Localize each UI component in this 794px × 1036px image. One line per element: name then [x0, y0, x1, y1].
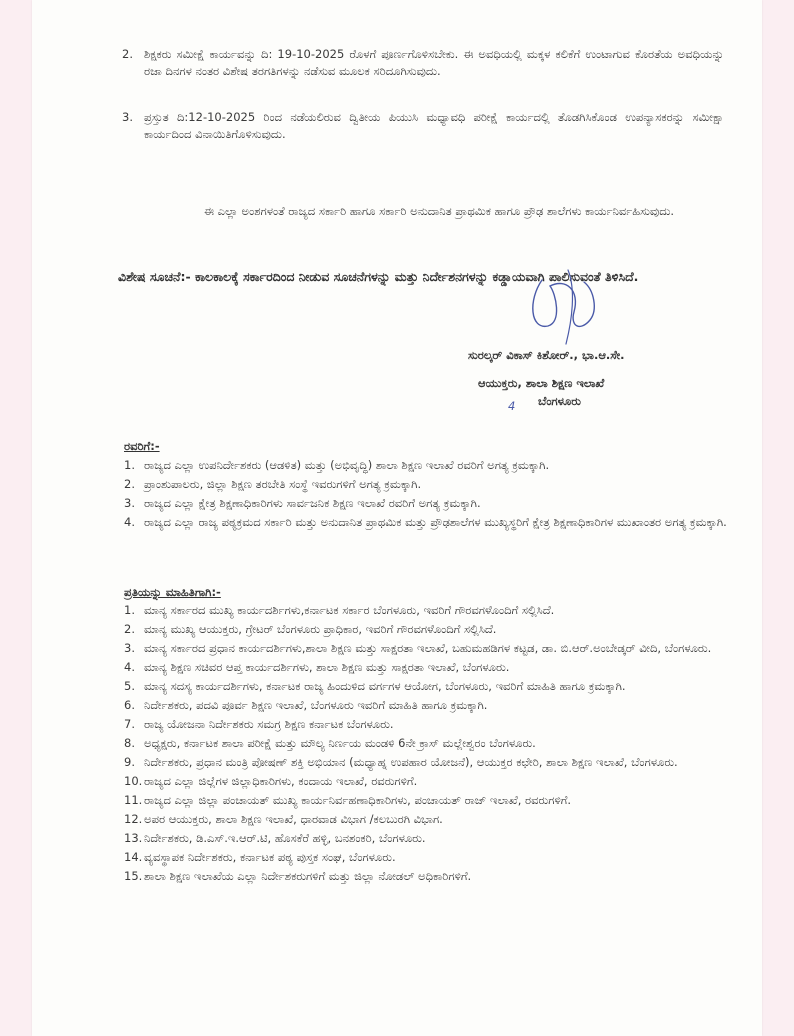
- copy-list-item: [124, 773, 734, 790]
- list-item-text: ರಾಜ್ಯದ ಎಲ್ಲಾ ಜಿಲ್ಲಾ ಪಂಚಾಯತ್ ಮುಖ್ಯ ಕಾರ್ಯನಿರ್ವಹಣಾಧಿಕಾರಿಗಳು, ಪಂಚಾಯತ್ ರಾಜ್ ಇಲಾಖೆ, ರವರುಗಳಿಗೆ.: [144, 793, 572, 807]
- copy-list-item: [124, 735, 734, 752]
- signatory-name: ಸುರಲ್ಕರ್ ವಿಕಾಸ್ ಕಿಶೋರ್., ಭಾ.ಆ.ಸೇ.: [468, 348, 625, 362]
- list-item-text: ಮಾನ್ಯ ಶಿಕ್ಷಣ ಸಚಿವರ ಆಪ್ತ ಕಾರ್ಯದರ್ಶಿಗಳು, ಶಾಲಾ ಶಿಕ್ಷಣ ಮತ್ತು ಸಾಕ್ಷರತಾ ಇಲಾಖೆ, ಬೆಂಗಳೂರು.: [144, 660, 510, 674]
- list-item-text: ಮಾನ್ಯ ಮುಖ್ಯ ಆಯುಕ್ತರು, ಗ್ರೇಟರ್ ಬೆಂಗಳೂರು ಪ್ರಾಧಿಕಾರ, ಇವರಿಗೆ ಗೌರವಗಳೊಂದಿಗೆ ಸಲ್ಲಿಸಿದೆ.: [144, 622, 497, 636]
- copy-list-item: [124, 868, 734, 885]
- list-item-number: 8.: [124, 736, 135, 750]
- top-item-number: 3.: [122, 110, 133, 124]
- list-item-text: ವ್ಯವಸ್ಥಾಪಕ ನಿರ್ದೇಶಕರು, ಕರ್ನಾಟಕ ಪಠ್ಯ ಪುಸ್ತಕ ಸಂಘ, ಬೆಂಗಳೂರು.: [144, 850, 396, 864]
- document-page: [32, 0, 762, 1036]
- copy-list-item: [124, 811, 734, 828]
- copy-list-item: [124, 640, 734, 657]
- list-item-number: 10.: [124, 774, 143, 788]
- copy-list-item: [124, 621, 734, 638]
- list-item-number: 4.: [124, 515, 135, 529]
- list-item-text: ರಾಜ್ಯದ ಎಲ್ಲಾ ಉಪನಿರ್ದೇಶಕರು (ಆಡಳಿತ) ಮತ್ತು (ಅಭಿವೃದ್ಧಿ) ಶಾಲಾ ಶಿಕ್ಷಣ ಇಲಾಖೆ ರವರಿಗೆ ಅಗತ್ಯ ಕ್ರಮಕ್ಕಾಗಿ.: [144, 458, 550, 472]
- body-paragraph: ಈ ಎಲ್ಲಾ ಅಂಶಗಳಂತೆ ರಾಜ್ಯದ ಸರ್ಕಾರಿ ಹಾಗೂ ಸರ್ಕಾರಿ ಅನುದಾನಿತ ಪ್ರಾಥಮಿಕ ಹಾಗೂ ಪ್ರೌಢ ಶಾಲೆಗಳು ಕಾರ್ಯನಿರ್ವಹಿಸುವುದು.: [204, 204, 675, 218]
- top-item-number: 2.: [122, 47, 133, 61]
- signatory-place: ಬೆಂಗಳೂರು: [538, 394, 581, 408]
- list-item-number: 14.: [124, 850, 143, 864]
- copy-heading: ಪ್ರತಿಯನ್ನು ಮಾಹಿತಿಗಾಗಿ:-: [124, 585, 221, 599]
- list-item-text: ರಾಜ್ಯ ಯೋಜನಾ ನಿರ್ದೇಶಕರು ಸಮಗ್ರ ಶಿಕ್ಷಣ ಕರ್ನಾಟಕ ಬೆಂಗಳೂರು.: [144, 717, 394, 731]
- copy-list-item: [124, 849, 734, 866]
- list-item-number: 5.: [124, 679, 135, 693]
- top-item-2: [122, 46, 724, 80]
- copy-list-item: [124, 659, 734, 676]
- list-item-text: ರಾಜ್ಯದ ಎಲ್ಲಾ ಕ್ಷೇತ್ರ ಶಿಕ್ಷಣಾಧಿಕಾರಿಗಳು ಸಾರ್ವಜನಿಕ ಶಿಕ್ಷಣ ಇಲಾಖೆ ರವರಿಗೆ ಅಗತ್ಯ ಕ್ರಮಕ್ಕಾಗಿ.: [144, 496, 481, 510]
- list-item-number: 3.: [124, 641, 135, 655]
- copy-list-item: [124, 716, 734, 733]
- copy-list-item: [124, 830, 734, 847]
- copy-list: [124, 602, 734, 887]
- signature-mark: 4: [508, 399, 516, 413]
- list-item-number: 1.: [124, 603, 135, 617]
- special-notice: ವಿಶೇಷ ಸೂಚನೆ:- ಕಾಲಕಾಲಕ್ಕೆ ಸರ್ಕಾರದಿಂದ ನೀಡುವ ಸೂಚನೆಗಳನ್ನು ಮತ್ತು ನಿರ್ದೇಶನಗಳನ್ನು ಕಡ್ಡಾಯವಾಗಿ ಪಾಲಿಸುವಂತೆ ತಿಳಿಸಿದೆ.: [118, 269, 639, 284]
- list-item-number: 12.: [124, 812, 143, 826]
- to-list-item: [124, 457, 734, 474]
- to-list-item: [124, 514, 734, 531]
- to-heading: ರವರಿಗೆ:-: [124, 439, 160, 453]
- to-list-item: [124, 495, 734, 512]
- top-item-text: ಪ್ರಸ್ತುತ ದಿ:12-10-2025 ರಿಂದ ನಡೆಯಲಿರುವ ದ್ವಿತೀಯ ಪಿಯುಸಿ ಮಧ್ಯಾವಧಿ ಪರೀಕ್ಷೆ ಕಾರ್ಯದಲ್ಲಿ ತೊಡಗಿಸಿಕೊಂಡ ಉಪನ್ಯಾಸಕರನ್ನು ಸಮೀಕ್ಷಾ ಕಾರ್ಯದಿಂದ ವಿನಾಯಿತಿಗೊಳಿಸುವುದು.: [144, 110, 724, 141]
- list-item-text: ಮಾನ್ಯ ಸರ್ಕಾರದ ಮುಖ್ಯ ಕಾರ್ಯದರ್ಶಿಗಳು,ಕರ್ನಾಟಕ ಸರ್ಕಾರ ಬೆಂಗಳೂರು, ಇವರಿಗೆ ಗೌರವಗಳೊಂದಿಗೆ ಸಲ್ಲಿಸಿದೆ.: [144, 603, 555, 617]
- top-item-text: ಶಿಕ್ಷಕರು ಸಮೀಕ್ಷೆ ಕಾರ್ಯವನ್ನು ದಿ: 19-10-2025 ರೊಳಗೆ ಪೂರ್ಣಗೊಳಿಸಬೇಕು. ಈ ಅವಧಿಯಲ್ಲಿ ಮಕ್ಕಳ ಕಲಿಕೆಗೆ ಉಂಟಾಗುವ ಕೊರತೆಯ ಅವಧಿಯನ್ನು ರಜಾ ದಿನಗಳ ನಂತರ ವಿಶೇಷ ತರಗತಿಗಳನ್ನು ನಡೆಸುವ ಮೂಲಕ ಸರಿದೂಗಿಸುವುದು.: [144, 47, 724, 78]
- list-item-number: 2.: [124, 477, 135, 491]
- list-item-number: 15.: [124, 869, 143, 883]
- list-item-text: ನಿರ್ದೇಶಕರು, ಪದವಿ ಪೂರ್ವ ಶಿಕ್ಷಣ ಇಲಾಖೆ, ಬೆಂಗಳೂರು ಇವರಿಗೆ ಮಾಹಿತಿ ಹಾಗೂ ಕ್ರಮಕ್ಕಾಗಿ.: [144, 698, 488, 712]
- list-item-text: ನಿರ್ದೇಶಕರು, ಪ್ರಧಾನ ಮಂತ್ರಿ ಪೋಷಣ್ ಶಕ್ತಿ ಅಭಿಯಾನ (ಮಧ್ಯಾಹ್ನ ಉಪಹಾರ ಯೋಜನೆ), ಆಯುಕ್ತರ ಕಛೇರಿ, ಶಾಲಾ ಶಿಕ್ಷಣ ಇಲಾಖೆ, ಬೆಂಗಳೂರು.: [144, 755, 678, 769]
- to-list: [124, 457, 734, 533]
- list-item-text: ಅಧ್ಯಕ್ಷರು, ಕರ್ನಾಟಕ ಶಾಲಾ ಪರೀಕ್ಷೆ ಮತ್ತು ಮೌಲ್ಯ ನಿರ್ಣಯ ಮಂಡಳಿ 6ನೇ ಕ್ರಾಸ್ ಮಲ್ಲೇಶ್ವರಂ ಬೆಂಗಳೂರು.: [144, 736, 536, 750]
- list-item-text: ನಿರ್ದೇಶಕರು, ಡಿ.ಎಸ್.ಇ.ಆರ್.ಟಿ, ಹೊಸಕೆರೆ ಹಳ್ಳಿ, ಬನಶಂಕರಿ, ಬೆಂಗಳೂರು.: [144, 831, 426, 845]
- list-item-text: ಅಪರ ಆಯುಕ್ತರು, ಶಾಲಾ ಶಿಕ್ಷಣ ಇಲಾಖೆ, ಧಾರವಾಡ ವಿಭಾಗ /ಕಲಬುರಗಿ ವಿಭಾಗ.: [144, 812, 443, 826]
- list-item-number: 4.: [124, 660, 135, 674]
- list-item-number: 6.: [124, 698, 135, 712]
- copy-list-item: [124, 678, 734, 695]
- list-item-number: 9.: [124, 755, 135, 769]
- list-item-number: 7.: [124, 717, 135, 731]
- list-item-text: ಮಾನ್ಯ ಸರ್ಕಾರದ ಪ್ರಧಾನ ಕಾರ್ಯದರ್ಶಿಗಳು,ಶಾಲಾ ಶಿಕ್ಷಣ ಮತ್ತು ಸಾಕ್ಷರತಾ ಇಲಾಖೆ, ಬಹುಮಹಡಿಗಳ ಕಟ್ಟಡ, ಡಾ. ಬಿ.ಆರ್.ಅಂಬೇಡ್ಕರ್ ವೀದಿ, ಬೆಂಗಳೂರು.: [144, 641, 712, 655]
- copy-list-item: [124, 792, 734, 809]
- list-item-number: 1.: [124, 458, 135, 472]
- signatory-role: ಆಯುಕ್ತರು, ಶಾಲಾ ಶಿಕ್ಷಣ ಇಲಾಖೆ: [478, 376, 605, 390]
- list-item-number: 2.: [124, 622, 135, 636]
- list-item-text: ರಾಜ್ಯದ ಎಲ್ಲಾ ಜಿಲ್ಲೆಗಳ ಜಿಲ್ಲಾಧಿಕಾರಿಗಳು, ಕಂದಾಯ ಇಲಾಖೆ, ರವರುಗಳಿಗೆ.: [144, 774, 418, 788]
- top-item-3: [122, 109, 724, 143]
- copy-list-item: [124, 754, 734, 771]
- list-item-number: 13.: [124, 831, 143, 845]
- signature-scribble: [510, 260, 620, 350]
- list-item-text: ಶಾಲಾ ಶಿಕ್ಷಣ ಇಲಾಖೆಯ ಎಲ್ಲಾ ನಿರ್ದೇಶಕರುಗಳಿಗೆ ಮತ್ತು ಜಿಲ್ಲಾ ನೋಡಲ್ ಅಧಿಕಾರಿಗಳಿಗೆ.: [144, 869, 472, 883]
- list-item-text: ಪ್ರಾಂಶುಪಾಲರು, ಜಿಲ್ಲಾ ಶಿಕ್ಷಣ ತರಬೇತಿ ಸಂಸ್ಥೆ ಇವರುಗಳಿಗೆ ಅಗತ್ಯ ಕ್ರಮಕ್ಕಾಗಿ.: [144, 477, 422, 491]
- list-item-text: ರಾಜ್ಯದ ಎಲ್ಲಾ ರಾಜ್ಯ ಪಠ್ಯಕ್ರಮದ ಸರ್ಕಾರಿ ಮತ್ತು ಅನುದಾನಿತ ಪ್ರಾಥಮಿಕ ಮತ್ತು ಪ್ರೌಢಶಾಲೆಗಳ ಮುಖ್ಯಸ್ಥರಿಗೆ ಕ್ಷೇತ್ರ ಶಿಕ್ಷಣಾಧಿಕಾರಿಗಳ ಮುಖಾಂತರ ಅಗತ್ಯ ಕ್ರಮಕ್ಕಾಗಿ.: [144, 515, 727, 529]
- list-item-text: ಮಾನ್ಯ ಸದಸ್ಯ ಕಾರ್ಯದರ್ಶಿಗಳು, ಕರ್ನಾಟಕ ರಾಜ್ಯ ಹಿಂದುಳಿದ ವರ್ಗಗಳ ಆಯೋಗ, ಬೆಂಗಳೂರು, ಇವರಿಗೆ ಮಾಹಿತಿ ಹಾಗೂ ಕ್ರಮಕ್ಕಾಗಿ.: [144, 679, 626, 693]
- copy-list-item: [124, 602, 734, 619]
- copy-list-item: [124, 697, 734, 714]
- list-item-number: 3.: [124, 496, 135, 510]
- to-list-item: [124, 476, 734, 493]
- list-item-number: 11.: [124, 793, 143, 807]
